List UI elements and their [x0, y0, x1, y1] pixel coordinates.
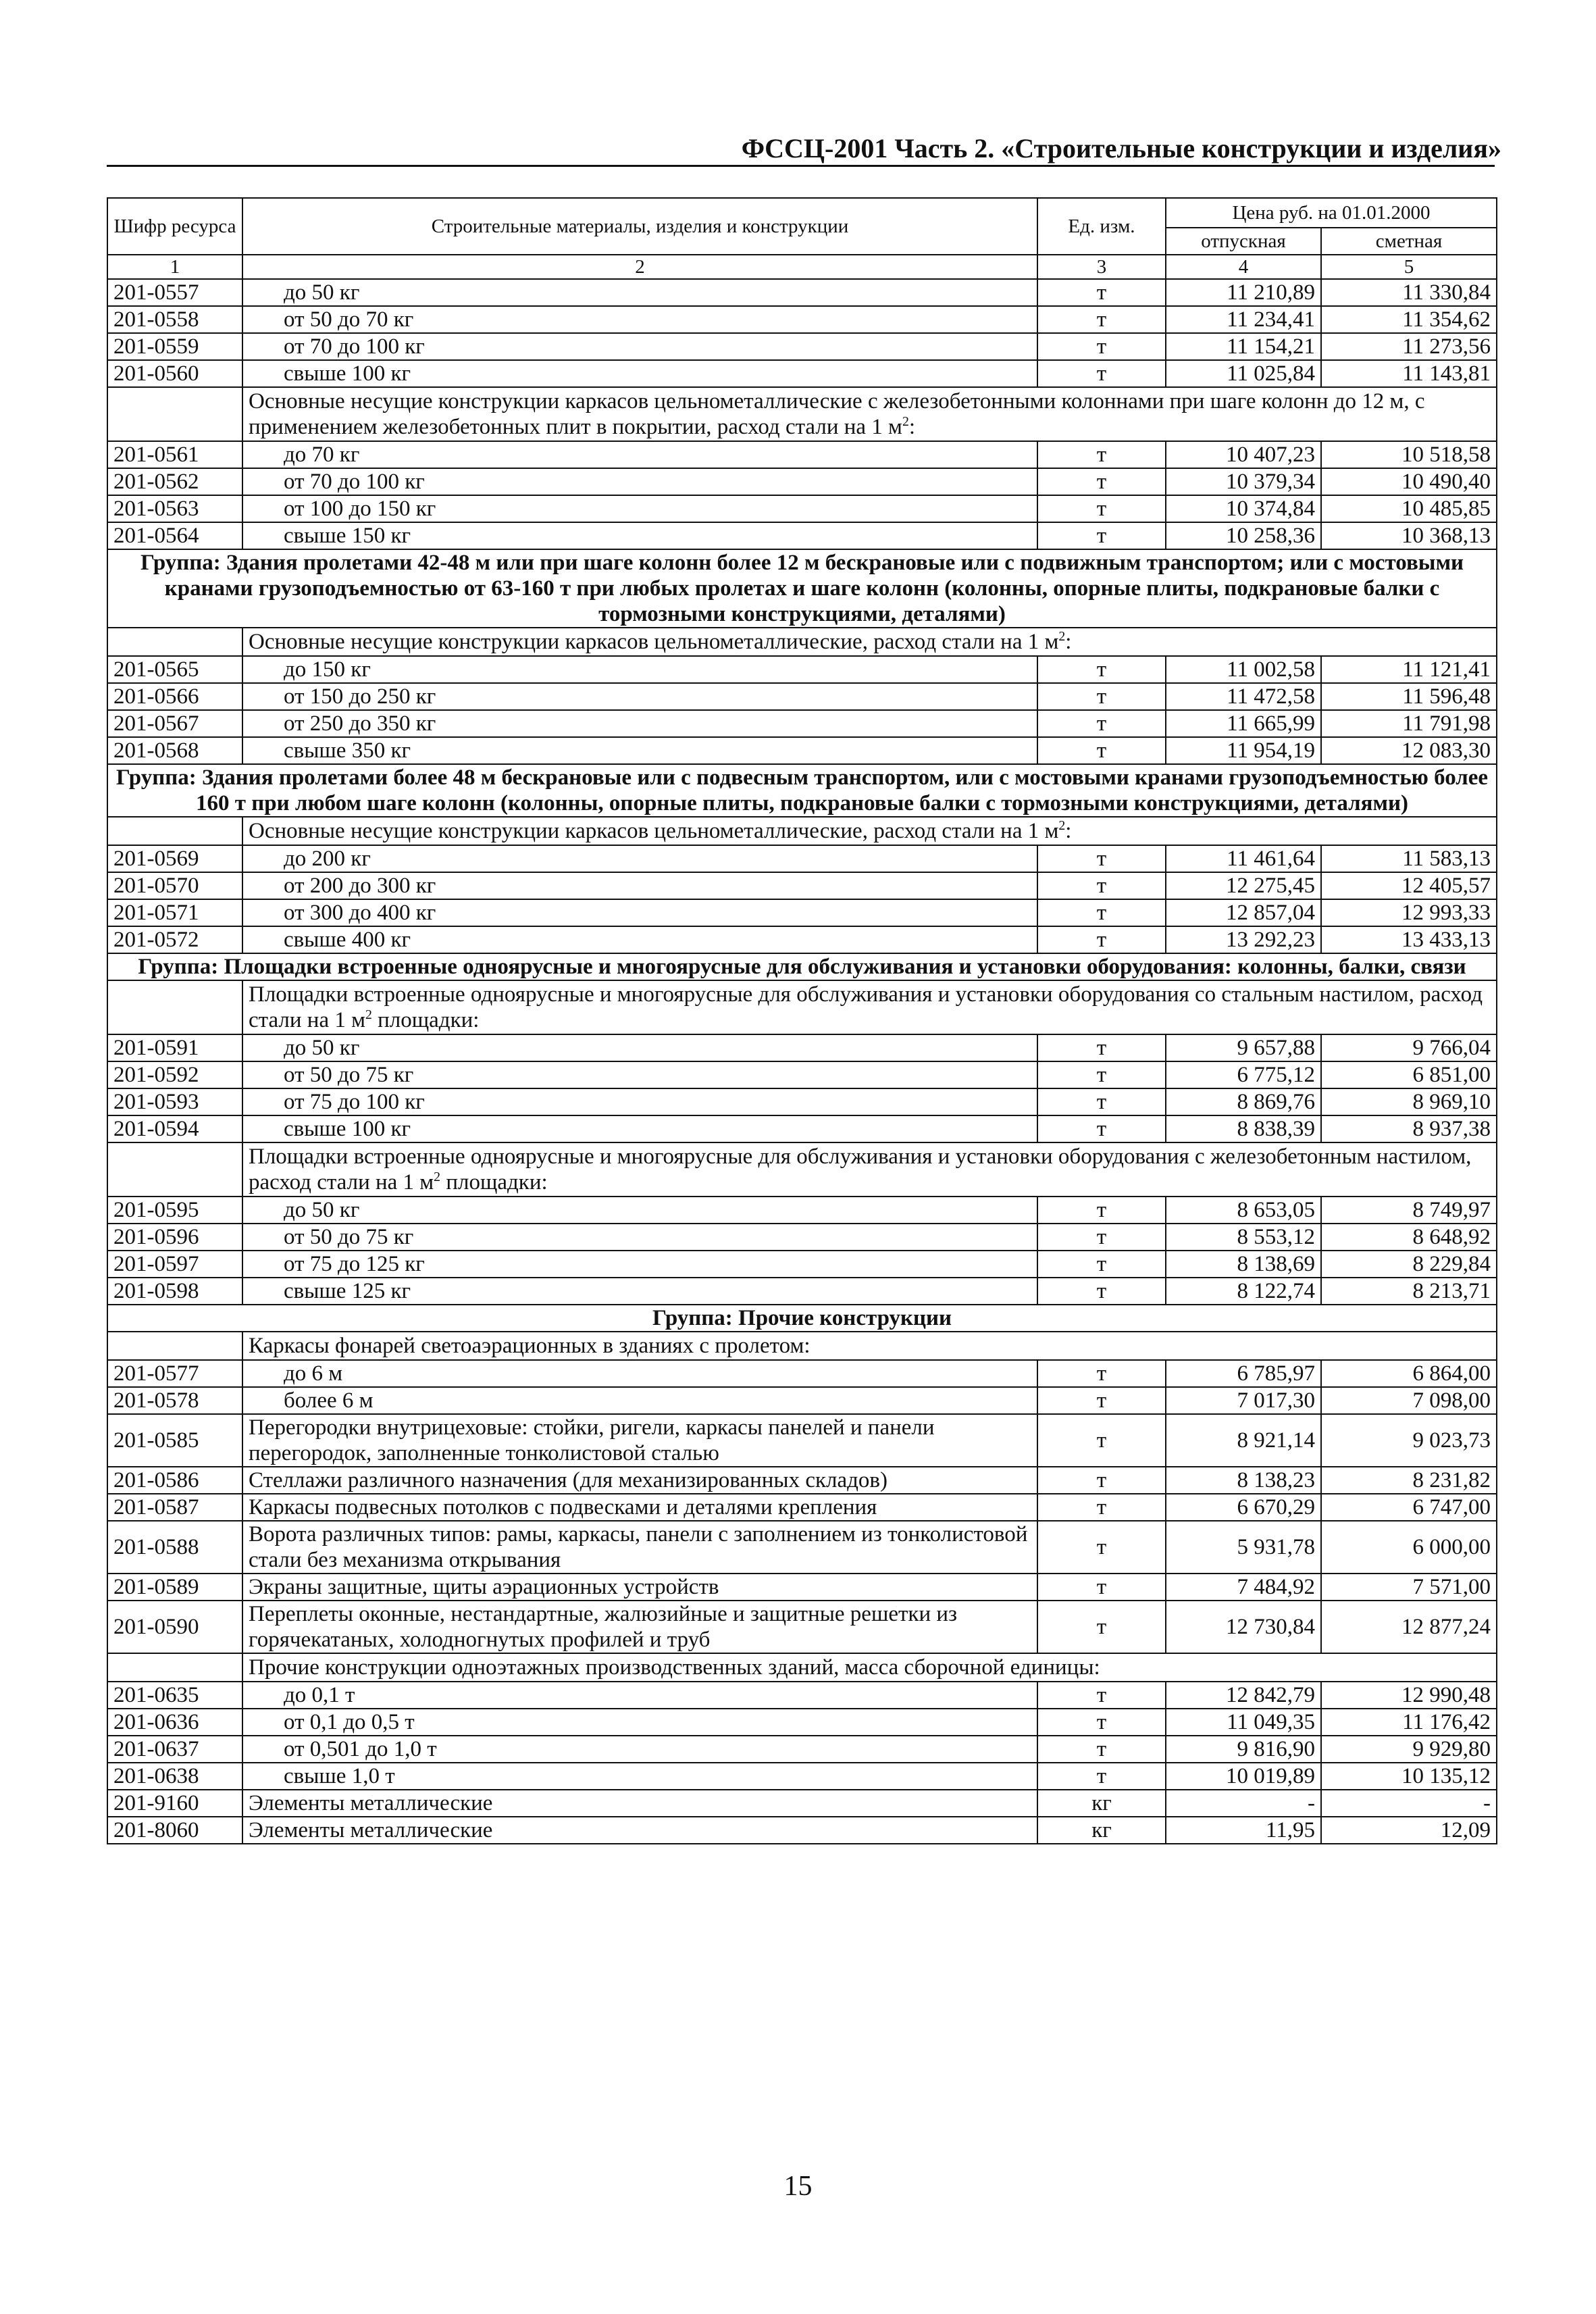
release-price: 7 484,92 — [1166, 1574, 1321, 1601]
subsection-tail: : — [908, 415, 915, 439]
estimate-price: 8 648,92 — [1321, 1224, 1497, 1251]
unit-cell: т — [1037, 1197, 1166, 1224]
release-price: 12 857,04 — [1166, 899, 1321, 926]
subsection-text: Прочие конструкции одноэтажных производственных зданий, масса сборочной единицы: — [249, 1655, 1100, 1680]
subsection-tail: площадки: — [440, 1170, 548, 1194]
unit-cell: т — [1037, 872, 1166, 899]
resource-code: 201-0559 — [107, 333, 242, 360]
table-row — [107, 1224, 1497, 1251]
estimate-price: 6 000,00 — [1321, 1521, 1497, 1574]
table-row — [107, 683, 1497, 710]
item-name: от 200 до 300 кг — [242, 872, 1037, 899]
subsection-heading — [242, 1653, 1497, 1682]
unit-cell: кг — [1037, 1817, 1166, 1844]
release-price: 12 730,84 — [1166, 1601, 1321, 1653]
item-name: Элементы металлические — [242, 1817, 1037, 1844]
resource-code: 201-0557 — [107, 279, 242, 306]
item-name: от 100 до 150 кг — [242, 495, 1037, 522]
table-row — [107, 1790, 1497, 1817]
table-row — [107, 1115, 1497, 1142]
estimate-price: 12 990,48 — [1321, 1682, 1497, 1709]
resource-code: 201-0578 — [107, 1387, 242, 1414]
resource-code: 201-0577 — [107, 1360, 242, 1387]
item-name: от 0,1 до 0,5 т — [242, 1709, 1037, 1736]
estimate-price: 8 231,82 — [1321, 1467, 1497, 1494]
superscript: 2 — [434, 1169, 441, 1184]
group-row — [107, 549, 1497, 628]
item-name: от 300 до 400 кг — [242, 899, 1037, 926]
table-row — [107, 1034, 1497, 1061]
col-number-1: 1 — [107, 255, 242, 279]
release-price: - — [1166, 1790, 1321, 1817]
col-header-unit: Ед. изм. — [1037, 198, 1166, 255]
resource-code: 201-0637 — [107, 1736, 242, 1763]
unit-cell: т — [1037, 683, 1166, 710]
resource-code: 201-0590 — [107, 1601, 242, 1653]
resource-code: 201-0587 — [107, 1494, 242, 1521]
resource-code: 201-0567 — [107, 710, 242, 737]
estimate-price: 6 747,00 — [1321, 1494, 1497, 1521]
table-row — [107, 360, 1497, 387]
unit-cell: т — [1037, 441, 1166, 468]
resource-code: 201-0568 — [107, 737, 242, 764]
unit-cell: т — [1037, 845, 1166, 872]
empty-code-cell — [107, 1142, 242, 1197]
estimate-price: 12 993,33 — [1321, 899, 1497, 926]
resource-code: 201-0572 — [107, 926, 242, 953]
release-price: 11 210,89 — [1166, 279, 1321, 306]
unit-cell: т — [1037, 1414, 1166, 1467]
resource-code: 201-0588 — [107, 1521, 242, 1574]
estimate-price: 11 330,84 — [1321, 279, 1497, 306]
unit-cell: т — [1037, 360, 1166, 387]
table-row — [107, 710, 1497, 737]
release-price: 11 049,35 — [1166, 1709, 1321, 1736]
unit-cell: т — [1037, 1278, 1166, 1305]
release-price: 5 931,78 — [1166, 1521, 1321, 1574]
item-name: до 70 кг — [242, 441, 1037, 468]
subsection-text: Основные несущие конструкции каркасов цельнометаллические, расход стали на 1 м — [249, 819, 1059, 843]
table-row — [107, 1360, 1497, 1387]
resource-code: 201-0591 — [107, 1034, 242, 1061]
table-row — [107, 279, 1497, 306]
empty-code-cell — [107, 387, 242, 441]
header-rule — [107, 165, 1495, 167]
item-name: от 75 до 100 кг — [242, 1088, 1037, 1115]
group-heading: Группа: Здания пролетами более 48 м бескрановые или с подвесным транспортом, или с мостовыми кранами грузоподъемностью более 160 т при любом шаге колонн (колонны, опорные плиты, подкрановые балки с тормозными конструкциями, деталями) — [107, 764, 1497, 817]
estimate-price: 6 864,00 — [1321, 1360, 1497, 1387]
release-price: 8 122,74 — [1166, 1278, 1321, 1305]
unit-cell: т — [1037, 1387, 1166, 1414]
item-name: свыше 125 кг — [242, 1278, 1037, 1305]
price-table — [107, 197, 1497, 1844]
estimate-price: 12 877,24 — [1321, 1601, 1497, 1653]
release-price: 6 670,29 — [1166, 1494, 1321, 1521]
release-price: 8 138,23 — [1166, 1467, 1321, 1494]
table-row — [107, 737, 1497, 764]
release-price: 10 379,34 — [1166, 468, 1321, 495]
release-price: 11 025,84 — [1166, 360, 1321, 387]
estimate-price: 12 405,57 — [1321, 872, 1497, 899]
resource-code: 201-0585 — [107, 1414, 242, 1467]
item-name: от 150 до 250 кг — [242, 683, 1037, 710]
item-name: до 200 кг — [242, 845, 1037, 872]
item-name: более 6 м — [242, 1387, 1037, 1414]
release-price: 10 407,23 — [1166, 441, 1321, 468]
unit-cell: т — [1037, 926, 1166, 953]
empty-code-cell — [107, 1332, 242, 1360]
unit-cell: т — [1037, 495, 1166, 522]
subsection-text: Основные несущие конструкции каркасов цельнометаллические с железобетонными колоннами при шаге колонн до 12 м, с применением железобетонных плит в покрытии, расход стали на 1 м — [249, 389, 1425, 439]
release-price: 10 258,36 — [1166, 522, 1321, 549]
estimate-price: 6 851,00 — [1321, 1061, 1497, 1088]
subsection-text: Площадки встроенные одноярусные и многоярусные для обслуживания и установки оборудования со стальным настилом, расход стали на 1 м — [249, 982, 1483, 1032]
unit-cell: т — [1037, 737, 1166, 764]
estimate-price: 9 929,80 — [1321, 1736, 1497, 1763]
table-row — [107, 656, 1497, 683]
unit-cell: т — [1037, 1061, 1166, 1088]
item-name: от 70 до 100 кг — [242, 468, 1037, 495]
resource-code: 201-0562 — [107, 468, 242, 495]
table-row — [107, 1817, 1497, 1844]
table-row — [107, 1414, 1497, 1467]
release-price: 11 954,19 — [1166, 737, 1321, 764]
estimate-price: 11 596,48 — [1321, 683, 1497, 710]
release-price: 12 275,45 — [1166, 872, 1321, 899]
resource-code: 201-0598 — [107, 1278, 242, 1305]
item-name: Ворота различных типов: рамы, каркасы, панели с заполнением из тонколистовой стали без механизма открывания — [242, 1521, 1037, 1574]
group-heading: Группа: Здания пролетами 42-48 м или при шаге колонн более 12 м бескрановые или с подвижным транспортом; или с мостовыми кранами грузоподъемностью от 63-160 т при любых пролетах и шаге колонн (колонны, опорные плиты, подкрановые балки с тормозными конструкциями, деталями) — [107, 549, 1497, 628]
release-price: 8 553,12 — [1166, 1224, 1321, 1251]
item-name: до 50 кг — [242, 1197, 1037, 1224]
item-name: свыше 100 кг — [242, 1115, 1037, 1142]
col-number-5: 5 — [1321, 255, 1497, 279]
subsection-heading — [242, 387, 1497, 441]
empty-code-cell — [107, 980, 242, 1034]
item-name: Элементы металлические — [242, 1790, 1037, 1817]
unit-cell: т — [1037, 1601, 1166, 1653]
superscript: 2 — [902, 414, 909, 429]
item-name: Перегородки внутрицеховые: стойки, ригели, каркасы панелей и панели перегородок, заполненные тонколистовой сталью — [242, 1414, 1037, 1467]
item-name: от 0,501 до 1,0 т — [242, 1736, 1037, 1763]
unit-cell: т — [1037, 1763, 1166, 1790]
item-name: свыше 100 кг — [242, 360, 1037, 387]
estimate-price: 13 433,13 — [1321, 926, 1497, 953]
col-header-code: Шифр ресурса — [107, 198, 242, 255]
estimate-price: 11 583,13 — [1321, 845, 1497, 872]
item-name: от 75 до 125 кг — [242, 1251, 1037, 1278]
resource-code: 201-0569 — [107, 845, 242, 872]
item-name: Переплеты оконные, нестандартные, жалюзийные и защитные решетки из горячекатаных, холодногнутых профилей и труб — [242, 1601, 1037, 1653]
item-name: от 50 до 70 кг — [242, 306, 1037, 333]
subsection-row — [107, 387, 1497, 441]
price-table-body — [107, 279, 1497, 1844]
table-row — [107, 1061, 1497, 1088]
resource-code: 201-0558 — [107, 306, 242, 333]
unit-cell: т — [1037, 1682, 1166, 1709]
unit-cell: т — [1037, 1574, 1166, 1601]
subsection-heading — [242, 980, 1497, 1034]
estimate-price: 9 766,04 — [1321, 1034, 1497, 1061]
estimate-price: 11 143,81 — [1321, 360, 1497, 387]
unit-cell: т — [1037, 710, 1166, 737]
unit-cell: т — [1037, 656, 1166, 683]
item-name: от 50 до 75 кг — [242, 1061, 1037, 1088]
unit-cell: т — [1037, 1360, 1166, 1387]
estimate-price: 10 518,58 — [1321, 441, 1497, 468]
table-row — [107, 872, 1497, 899]
resource-code: 201-0597 — [107, 1251, 242, 1278]
item-name: свыше 400 кг — [242, 926, 1037, 953]
release-price: 11,95 — [1166, 1817, 1321, 1844]
estimate-price: 11 273,56 — [1321, 333, 1497, 360]
release-price: 6 785,97 — [1166, 1360, 1321, 1387]
resource-code: 201-0594 — [107, 1115, 242, 1142]
resource-code: 201-0566 — [107, 683, 242, 710]
item-name: свыше 350 кг — [242, 737, 1037, 764]
table-row — [107, 522, 1497, 549]
resource-code: 201-0635 — [107, 1682, 242, 1709]
item-name: Стеллажи различного назначения (для механизированных складов) — [242, 1467, 1037, 1494]
release-price: 8 921,14 — [1166, 1414, 1321, 1467]
unit-cell: т — [1037, 1224, 1166, 1251]
page-header-title: ФССЦ-2001 Часть 2. «Строительные конструкции и изделия» — [741, 133, 1501, 164]
release-price: 9 816,90 — [1166, 1736, 1321, 1763]
estimate-price: 12,09 — [1321, 1817, 1497, 1844]
resource-code: 201-0636 — [107, 1709, 242, 1736]
table-row — [107, 1467, 1497, 1494]
subsection-row — [107, 817, 1497, 845]
resource-code: 201-0596 — [107, 1224, 242, 1251]
col-number-2: 2 — [242, 255, 1037, 279]
resource-code: 201-0589 — [107, 1574, 242, 1601]
table-row — [107, 1574, 1497, 1601]
unit-cell: т — [1037, 522, 1166, 549]
unit-cell: т — [1037, 1088, 1166, 1115]
table-row — [107, 1601, 1497, 1653]
table-row — [107, 1278, 1497, 1305]
item-name: до 50 кг — [242, 279, 1037, 306]
group-heading: Группа: Площадки встроенные одноярусные и многоярусные для обслуживания и установки оборудования: колонны, балки, связи — [107, 953, 1497, 980]
estimate-price: 12 083,30 — [1321, 737, 1497, 764]
empty-code-cell — [107, 628, 242, 656]
table-row — [107, 1763, 1497, 1790]
estimate-price: 10 485,85 — [1321, 495, 1497, 522]
unit-cell: т — [1037, 279, 1166, 306]
subsection-row — [107, 1332, 1497, 1360]
col-header-price: Цена руб. на 01.01.2000 — [1166, 198, 1497, 228]
item-name: до 150 кг — [242, 656, 1037, 683]
item-name: от 70 до 100 кг — [242, 333, 1037, 360]
subsection-tail: : — [1065, 819, 1072, 843]
unit-cell: т — [1037, 333, 1166, 360]
group-heading: Группа: Прочие конструкции — [107, 1305, 1497, 1332]
release-price: 8 838,39 — [1166, 1115, 1321, 1142]
resource-code: 201-0564 — [107, 522, 242, 549]
empty-code-cell — [107, 817, 242, 845]
table-row — [107, 1387, 1497, 1414]
group-row — [107, 953, 1497, 980]
estimate-price: 8 749,97 — [1321, 1197, 1497, 1224]
estimate-price: 10 490,40 — [1321, 468, 1497, 495]
estimate-price: 9 023,73 — [1321, 1414, 1497, 1467]
unit-cell: т — [1037, 1115, 1166, 1142]
estimate-price: 7 098,00 — [1321, 1387, 1497, 1414]
empty-code-cell — [107, 1653, 242, 1682]
unit-cell: т — [1037, 1736, 1166, 1763]
release-price: 11 234,41 — [1166, 306, 1321, 333]
item-name: свыше 150 кг — [242, 522, 1037, 549]
subsection-text: Площадки встроенные одноярусные и многоярусные для обслуживания и установки оборудования с железобетонным настилом, расход стали на 1 м — [249, 1145, 1472, 1194]
resource-code: 201-8060 — [107, 1817, 242, 1844]
superscript: 2 — [1058, 629, 1066, 644]
table-row — [107, 926, 1497, 953]
estimate-price: 11 354,62 — [1321, 306, 1497, 333]
subsection-row — [107, 628, 1497, 656]
estimate-price: 8 229,84 — [1321, 1251, 1497, 1278]
subsection-row — [107, 980, 1497, 1034]
release-price: 12 842,79 — [1166, 1682, 1321, 1709]
resource-code: 201-0560 — [107, 360, 242, 387]
estimate-price: 11 121,41 — [1321, 656, 1497, 683]
table-row — [107, 1494, 1497, 1521]
superscript: 2 — [365, 1007, 372, 1022]
unit-cell: т — [1037, 899, 1166, 926]
release-price: 8 653,05 — [1166, 1197, 1321, 1224]
item-name: от 50 до 75 кг — [242, 1224, 1037, 1251]
resource-code: 201-0593 — [107, 1088, 242, 1115]
resource-code: 201-0592 — [107, 1061, 242, 1088]
subsection-tail: площадки: — [371, 1008, 480, 1032]
table-row — [107, 1521, 1497, 1574]
subsection-tail: : — [1065, 630, 1072, 654]
resource-code: 201-0595 — [107, 1197, 242, 1224]
resource-code: 201-0570 — [107, 872, 242, 899]
item-name: свыше 1,0 т — [242, 1763, 1037, 1790]
table-row — [107, 899, 1497, 926]
estimate-price: 11 791,98 — [1321, 710, 1497, 737]
unit-cell: т — [1037, 1521, 1166, 1574]
unit-cell: т — [1037, 1494, 1166, 1521]
subsection-row — [107, 1142, 1497, 1197]
col-number-4: 4 — [1166, 255, 1321, 279]
item-name: Экраны защитные, щиты аэрационных устройств — [242, 1574, 1037, 1601]
unit-cell: т — [1037, 1467, 1166, 1494]
subsection-heading — [242, 1142, 1497, 1197]
release-price: 6 775,12 — [1166, 1061, 1321, 1088]
resource-code: 201-0571 — [107, 899, 242, 926]
release-price: 9 657,88 — [1166, 1034, 1321, 1061]
table-row — [107, 1709, 1497, 1736]
table-row — [107, 1251, 1497, 1278]
subsection-heading — [242, 1332, 1497, 1360]
unit-cell: т — [1037, 1709, 1166, 1736]
estimate-price: 7 571,00 — [1321, 1574, 1497, 1601]
unit-cell: т — [1037, 468, 1166, 495]
release-price: 8 138,69 — [1166, 1251, 1321, 1278]
table-row — [107, 1088, 1497, 1115]
subsection-row — [107, 1653, 1497, 1682]
resource-code: 201-0638 — [107, 1763, 242, 1790]
estimate-price: 8 213,71 — [1321, 1278, 1497, 1305]
group-row — [107, 1305, 1497, 1332]
resource-code: 201-0586 — [107, 1467, 242, 1494]
subsection-text: Каркасы фонарей светоаэрационных в зданиях с пролетом: — [249, 1334, 810, 1358]
resource-code: 201-0565 — [107, 656, 242, 683]
item-name: Каркасы подвесных потолков с подвесками и деталями крепления — [242, 1494, 1037, 1521]
release-price: 11 472,58 — [1166, 683, 1321, 710]
release-price: 7 017,30 — [1166, 1387, 1321, 1414]
item-name: до 0,1 т — [242, 1682, 1037, 1709]
col-header-name: Строительные материалы, изделия и конструкции — [242, 198, 1037, 255]
estimate-price: 11 176,42 — [1321, 1709, 1497, 1736]
subsection-heading — [242, 628, 1497, 656]
estimate-price: 8 969,10 — [1321, 1088, 1497, 1115]
table-row — [107, 495, 1497, 522]
table-row — [107, 845, 1497, 872]
unit-cell: т — [1037, 1251, 1166, 1278]
release-price: 11 154,21 — [1166, 333, 1321, 360]
unit-cell: кг — [1037, 1790, 1166, 1817]
resource-code: 201-0563 — [107, 495, 242, 522]
col-header-estimate: сметная — [1321, 228, 1497, 255]
estimate-price: 10 368,13 — [1321, 522, 1497, 549]
item-name: до 6 м — [242, 1360, 1037, 1387]
resource-code: 201-9160 — [107, 1790, 242, 1817]
release-price: 11 461,64 — [1166, 845, 1321, 872]
unit-cell: т — [1037, 1034, 1166, 1061]
col-header-release: отпускная — [1166, 228, 1321, 255]
release-price: 8 869,76 — [1166, 1088, 1321, 1115]
col-number-3: 3 — [1037, 255, 1166, 279]
release-price: 10 374,84 — [1166, 495, 1321, 522]
table-row — [107, 1197, 1497, 1224]
estimate-price: - — [1321, 1790, 1497, 1817]
subsection-text: Основные несущие конструкции каркасов цельнометаллические, расход стали на 1 м — [249, 630, 1059, 654]
resource-code: 201-0561 — [107, 441, 242, 468]
release-price: 10 019,89 — [1166, 1763, 1321, 1790]
table-row — [107, 306, 1497, 333]
subsection-heading — [242, 817, 1497, 845]
estimate-price: 8 937,38 — [1321, 1115, 1497, 1142]
table-row — [107, 1736, 1497, 1763]
table-row — [107, 333, 1497, 360]
unit-cell: т — [1037, 306, 1166, 333]
release-price: 13 292,23 — [1166, 926, 1321, 953]
item-name: до 50 кг — [242, 1034, 1037, 1061]
page-number: 15 — [783, 2171, 813, 2202]
table-row — [107, 441, 1497, 468]
table-row — [107, 468, 1497, 495]
group-row — [107, 764, 1497, 817]
estimate-price: 10 135,12 — [1321, 1763, 1497, 1790]
superscript: 2 — [1058, 818, 1066, 833]
release-price: 11 665,99 — [1166, 710, 1321, 737]
table-row — [107, 1682, 1497, 1709]
item-name: от 250 до 350 кг — [242, 710, 1037, 737]
release-price: 11 002,58 — [1166, 656, 1321, 683]
